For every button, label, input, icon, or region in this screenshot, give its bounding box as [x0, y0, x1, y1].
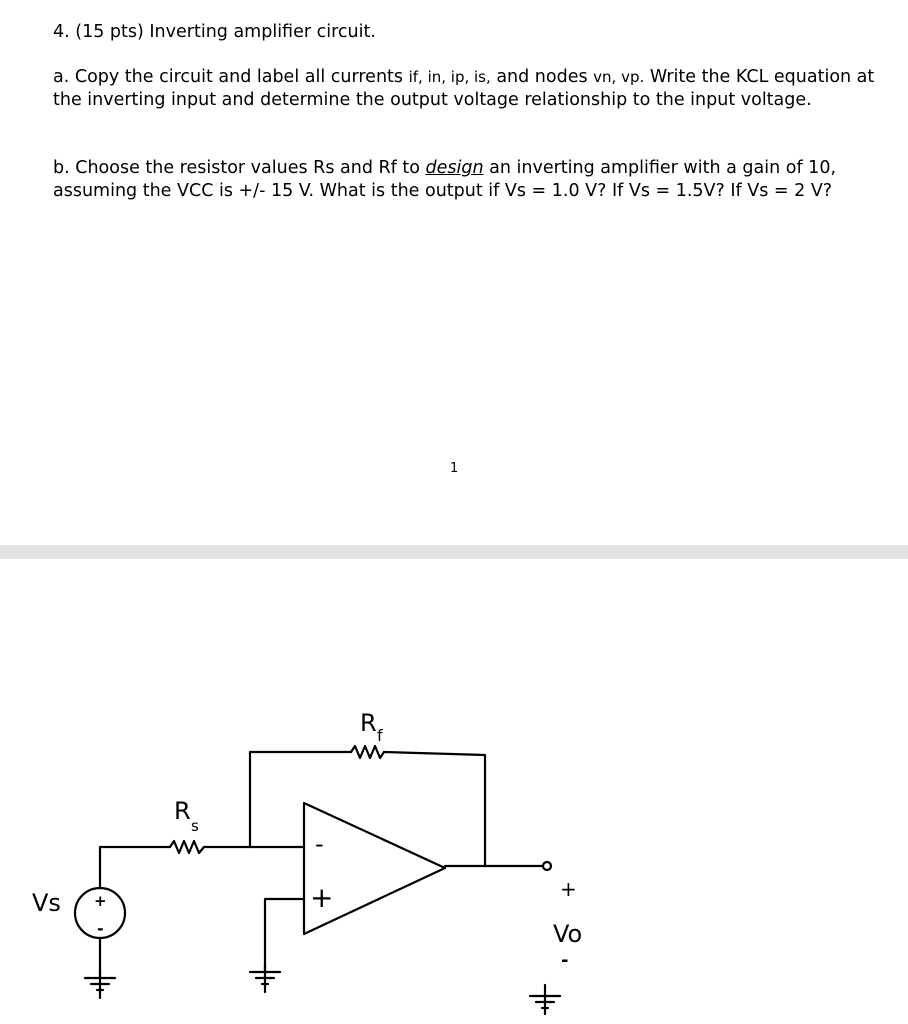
output-label: Vo: [553, 920, 583, 948]
opamp-noninverting-sign: +: [310, 881, 334, 914]
inverting-amplifier-diagram: [0, 559, 908, 1024]
question-title: 4. (15 pts) Inverting amplifier circuit.: [53, 22, 376, 42]
feedback-wire-right: [384, 752, 485, 866]
rf-subscript: f: [377, 726, 383, 745]
opamp-triangle: [304, 803, 445, 934]
rs-resistor-symbol: [170, 841, 204, 853]
noninverting-ground-wire: [265, 899, 304, 972]
source-minus-sign: -: [97, 919, 104, 938]
part-b-text: b. Choose the resistor values Rs and Rf to design an inverting amplifier with a gain of 10, assuming the VCC is +/- 15 V. What is the output if Vs = 1.0 V? If Vs = 1.5V? If Vs = 2 V?: [53, 158, 837, 201]
rf-resistor-symbol: [351, 746, 384, 758]
rs-subscript: s: [191, 817, 199, 835]
ground-icon: [530, 985, 560, 1014]
input-wire: [100, 847, 170, 888]
source-plus-sign: +: [94, 892, 107, 910]
opamp-inverting-sign: -: [315, 830, 324, 858]
output-terminal: [543, 862, 551, 870]
output-plus-sign: +: [560, 877, 577, 901]
ground-icon: [85, 970, 115, 998]
part-a-text: a. Copy the circuit and label all currents if, in, ip, is, and nodes vn, vp. Write the KCL equation at the inverting input and determine the output voltage relationship to the input voltage.: [53, 67, 875, 110]
page-divider: [0, 545, 908, 559]
output-minus-sign: -: [561, 950, 569, 971]
feedback-wire: [250, 752, 351, 847]
nodes-list: vn, vp.: [593, 68, 645, 86]
rs-label: R: [174, 797, 191, 825]
ground-icon: [250, 965, 280, 992]
rf-label: R: [360, 709, 377, 737]
source-label: Vs: [32, 889, 61, 917]
page-number: 1: [450, 461, 459, 476]
currents-list: if, in, ip, is,: [408, 68, 491, 86]
design-emphasis: design: [425, 158, 484, 178]
